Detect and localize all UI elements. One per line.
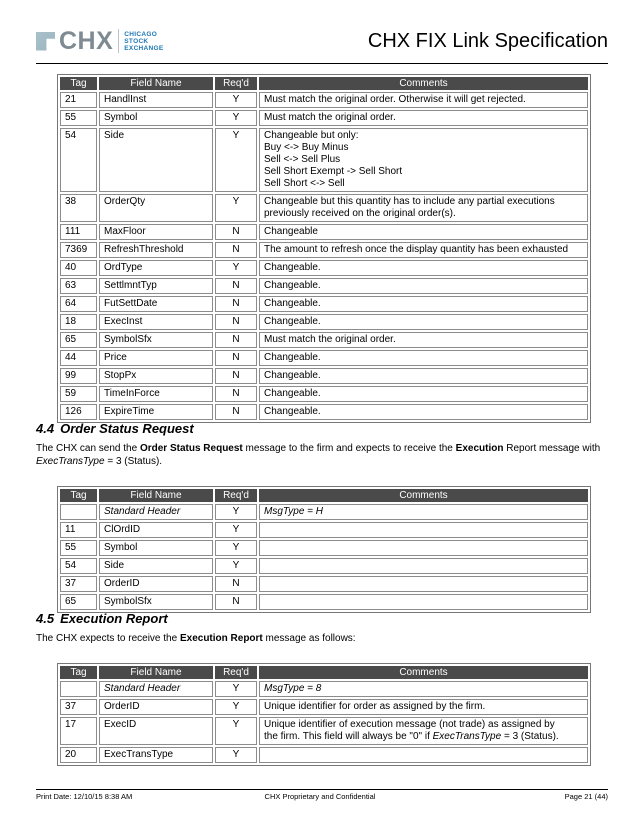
column-header: Req'd	[215, 489, 257, 502]
comment-line: Buy <-> Buy Minus	[264, 142, 349, 153]
comments-cell	[259, 110, 588, 126]
field-name-cell: TimeInForce	[99, 386, 213, 402]
field-name-cell: OrdType	[99, 260, 213, 276]
header-row	[60, 666, 588, 679]
comments-cell	[259, 242, 588, 258]
comments-cell	[259, 128, 588, 192]
table-body	[60, 92, 588, 420]
required-cell: N	[215, 278, 257, 294]
table-row	[60, 332, 588, 348]
comments-cell	[259, 522, 588, 538]
table-row	[60, 194, 588, 222]
tag-cell: 7369	[60, 242, 97, 258]
comment-line: Changeable.	[264, 388, 321, 399]
comment-line: MsgType = H	[264, 506, 323, 517]
logo-text: CHX	[59, 27, 114, 55]
table-row	[60, 747, 588, 763]
tag-cell: 126	[60, 404, 97, 420]
table-row	[60, 260, 588, 276]
table-row	[60, 404, 588, 420]
tag-cell: 99	[60, 368, 97, 384]
column-header: Comments	[259, 489, 588, 502]
table-row	[60, 681, 588, 697]
column-header: Comments	[259, 666, 588, 679]
tag-cell: 59	[60, 386, 97, 402]
tag-cell: 37	[60, 699, 97, 715]
tag-cell: 40	[60, 260, 97, 276]
table-header	[60, 666, 588, 679]
field-name-cell: StopPx	[99, 368, 213, 384]
table-header	[60, 77, 588, 90]
required-cell: Y	[215, 260, 257, 276]
section-heading-order-status-request	[36, 421, 194, 436]
comment-line: Must match the original order.	[264, 334, 396, 345]
tag-cell: 55	[60, 540, 97, 556]
tag-cell: 111	[60, 224, 97, 240]
comment-line: Changeable.	[264, 370, 321, 381]
comments-cell	[259, 92, 588, 108]
comments-cell	[259, 224, 588, 240]
section-title: Execution Report	[60, 611, 168, 626]
field-name-cell: Symbol	[99, 110, 213, 126]
required-cell: Y	[215, 92, 257, 108]
comments-cell	[259, 504, 588, 520]
bold-text: Order Status Request	[139, 443, 243, 454]
table-header	[60, 489, 588, 502]
tag-cell	[60, 504, 97, 520]
comments-cell	[259, 314, 588, 330]
modify-request-fields-table	[57, 74, 591, 423]
comments-cell	[259, 368, 588, 384]
logo-sub-line: EXCHANGE	[124, 44, 164, 52]
execution-report-table	[57, 663, 591, 766]
table-row	[60, 224, 588, 240]
comment-line: Must match the original order.	[264, 112, 396, 123]
comment-line: Sell Short <-> Sell	[264, 178, 345, 189]
table-row	[60, 504, 588, 520]
tag-cell: 54	[60, 558, 97, 574]
table-row	[60, 296, 588, 312]
column-header: Field Name	[99, 489, 213, 502]
required-cell: Y	[215, 558, 257, 574]
comments-cell	[259, 386, 588, 402]
required-cell: N	[215, 224, 257, 240]
comments-cell	[259, 747, 588, 763]
chx-logo-mark-icon	[36, 32, 55, 51]
tag-cell: 37	[60, 576, 97, 592]
section-number: 4.4	[36, 421, 55, 436]
required-cell: N	[215, 386, 257, 402]
italic-text: ExecTransType	[432, 731, 502, 742]
comment-line: Changeable.	[264, 298, 321, 309]
table-row	[60, 92, 588, 108]
text-run: message as follows:	[262, 633, 356, 644]
column-header: Tag	[60, 489, 97, 502]
table-row	[60, 576, 588, 592]
text-run: message to the firm and expects to receive the	[242, 443, 456, 454]
table-row	[60, 278, 588, 294]
column-header: Tag	[60, 666, 97, 679]
print-date: Print Date: 12/10/15 8:38 AM	[36, 792, 133, 801]
tag-cell: 21	[60, 92, 97, 108]
column-header: Tag	[60, 77, 97, 90]
column-header: Field Name	[99, 666, 213, 679]
field-name-cell: Side	[99, 128, 213, 192]
field-name-cell: RefreshThreshold	[99, 242, 213, 258]
tag-cell: 17	[60, 717, 97, 745]
field-name-cell: Symbol	[99, 540, 213, 556]
field-name-cell: SymbolSfx	[99, 594, 213, 610]
comment-line: Changeable	[264, 226, 318, 237]
comments-cell	[259, 699, 588, 715]
field-name-cell: OrderID	[99, 576, 213, 592]
comment-line: Sell <-> Sell Plus	[264, 154, 341, 165]
required-cell: N	[215, 594, 257, 610]
required-cell: Y	[215, 110, 257, 126]
comments-cell	[259, 194, 588, 222]
tag-cell: 18	[60, 314, 97, 330]
required-cell: N	[215, 332, 257, 348]
tag-cell: 55	[60, 110, 97, 126]
text-run: = 3 (Status).	[501, 731, 559, 742]
required-cell: Y	[215, 194, 257, 222]
comment-line: Must match the original order. Otherwise it will get rejected.	[264, 94, 526, 105]
section-title: Order Status Request	[60, 421, 194, 436]
comment-line	[264, 731, 583, 743]
footer-divider	[36, 789, 608, 790]
field-name-cell: ExecTransType	[99, 747, 213, 763]
comments-cell	[259, 681, 588, 697]
page-number: Page 21 (44)	[564, 792, 608, 801]
comment-line: Changeable.	[264, 280, 321, 291]
tag-cell	[60, 681, 97, 697]
document-title: CHX FIX Link Specification	[367, 30, 608, 52]
required-cell: N	[215, 368, 257, 384]
tag-cell: 65	[60, 594, 97, 610]
table-row	[60, 350, 588, 366]
header-row	[60, 77, 588, 90]
table-row	[60, 314, 588, 330]
required-cell: N	[215, 404, 257, 420]
tag-cell: 44	[60, 350, 97, 366]
required-cell: Y	[215, 717, 257, 745]
tag-cell: 64	[60, 296, 97, 312]
comment-line: Changeable.	[264, 352, 321, 363]
comments-cell	[259, 540, 588, 556]
required-cell: Y	[215, 504, 257, 520]
comments-cell	[259, 260, 588, 276]
column-header: Req'd	[215, 77, 257, 90]
field-name-cell: ClOrdID	[99, 522, 213, 538]
comment-line: Sell Short Exempt -> Sell Short	[264, 166, 403, 177]
field-name-cell: OrderID	[99, 699, 213, 715]
comment-line: Changeable.	[264, 406, 321, 417]
table-row	[60, 368, 588, 384]
execution-report-description	[36, 632, 608, 645]
comment-line: Unique identifier for order as assigned by the firm.	[264, 701, 486, 712]
required-cell: Y	[215, 128, 257, 192]
table-body	[60, 681, 588, 763]
logo-sub-line: CHICAGO	[124, 30, 158, 38]
comments-cell	[259, 717, 588, 745]
comments-cell	[259, 278, 588, 294]
table-row	[60, 540, 588, 556]
section-heading-execution-report	[36, 611, 168, 626]
comment-line	[264, 719, 583, 731]
text-run: The CHX expects to receive the	[36, 633, 180, 644]
table-row	[60, 699, 588, 715]
text-run: Report message with	[503, 443, 601, 454]
field-name-cell: MaxFloor	[99, 224, 213, 240]
column-header: Field Name	[99, 77, 213, 90]
field-name-cell: ExecInst	[99, 314, 213, 330]
header-divider	[36, 63, 608, 64]
comments-cell	[259, 350, 588, 366]
comment-line: The amount to refresh once the display quantity has been exhausted	[264, 244, 569, 255]
field-name-cell: SettlmntTyp	[99, 278, 213, 294]
section-number: 4.5	[36, 611, 55, 626]
table-row	[60, 242, 588, 258]
field-name-cell: Standard Header	[99, 681, 213, 697]
tag-cell: 11	[60, 522, 97, 538]
required-cell: Y	[215, 747, 257, 763]
table-row	[60, 522, 588, 538]
logo-divider	[118, 29, 119, 53]
table-row	[60, 110, 588, 126]
table-row	[60, 558, 588, 574]
table-row	[60, 717, 588, 745]
required-cell: N	[215, 350, 257, 366]
logo-sub-line: STOCK	[124, 37, 149, 45]
comments-cell	[259, 332, 588, 348]
order-status-request-table	[57, 486, 591, 613]
text-run: Unique identifier of execution message (not trade) as assigned by	[264, 719, 555, 730]
required-cell: Y	[215, 540, 257, 556]
tag-cell: 20	[60, 747, 97, 763]
text-run: the firm. This field will always be "0" if	[264, 731, 433, 742]
tag-cell: 54	[60, 128, 97, 192]
field-name-cell: ExpireTime	[99, 404, 213, 420]
required-cell: N	[215, 314, 257, 330]
chx-logo	[36, 28, 164, 54]
table-row	[60, 386, 588, 402]
text-run: The CHX can send the	[36, 443, 140, 454]
column-header: Req'd	[215, 666, 257, 679]
comments-cell	[259, 594, 588, 610]
comments-cell	[259, 576, 588, 592]
comments-cell	[259, 558, 588, 574]
field-name-cell: FutSettDate	[99, 296, 213, 312]
field-name-cell: Standard Header	[99, 504, 213, 520]
table-row	[60, 594, 588, 610]
logo-subtitle	[124, 31, 163, 52]
comment-line: Changeable.	[264, 262, 321, 273]
table-body	[60, 504, 588, 610]
table-row	[60, 128, 588, 192]
comments-cell	[259, 296, 588, 312]
order-status-request-description	[36, 442, 608, 468]
comment-line: Changeable.	[264, 316, 321, 327]
field-name-cell: HandlInst	[99, 92, 213, 108]
required-cell: Y	[215, 699, 257, 715]
bold-text: Execution Report	[179, 633, 263, 644]
column-header: Comments	[259, 77, 588, 90]
required-cell: N	[215, 296, 257, 312]
required-cell: N	[215, 576, 257, 592]
required-cell: N	[215, 242, 257, 258]
tag-cell: 38	[60, 194, 97, 222]
tag-cell: 63	[60, 278, 97, 294]
field-name-cell: Side	[99, 558, 213, 574]
field-name-cell: ExecID	[99, 717, 213, 745]
comment-line: MsgType = 8	[264, 683, 322, 694]
comment-line: Changeable but this quantity has to include any partial executions	[264, 196, 555, 207]
italic-text: ExecTransType	[36, 456, 105, 467]
tag-cell: 65	[60, 332, 97, 348]
page-header	[36, 22, 608, 60]
comment-line: previously received on the original order(s).	[264, 208, 456, 219]
text-run: = 3 (Status).	[104, 456, 163, 467]
field-name-cell: Price	[99, 350, 213, 366]
comment-line: Changeable but only:	[264, 130, 359, 141]
bold-text: Execution	[455, 443, 504, 454]
field-name-cell: OrderQty	[99, 194, 213, 222]
field-name-cell: SymbolSfx	[99, 332, 213, 348]
comments-cell	[259, 404, 588, 420]
required-cell: Y	[215, 522, 257, 538]
confidential-notice: CHX Proprietary and Confidential	[264, 792, 376, 801]
header-row	[60, 489, 588, 502]
required-cell: Y	[215, 681, 257, 697]
